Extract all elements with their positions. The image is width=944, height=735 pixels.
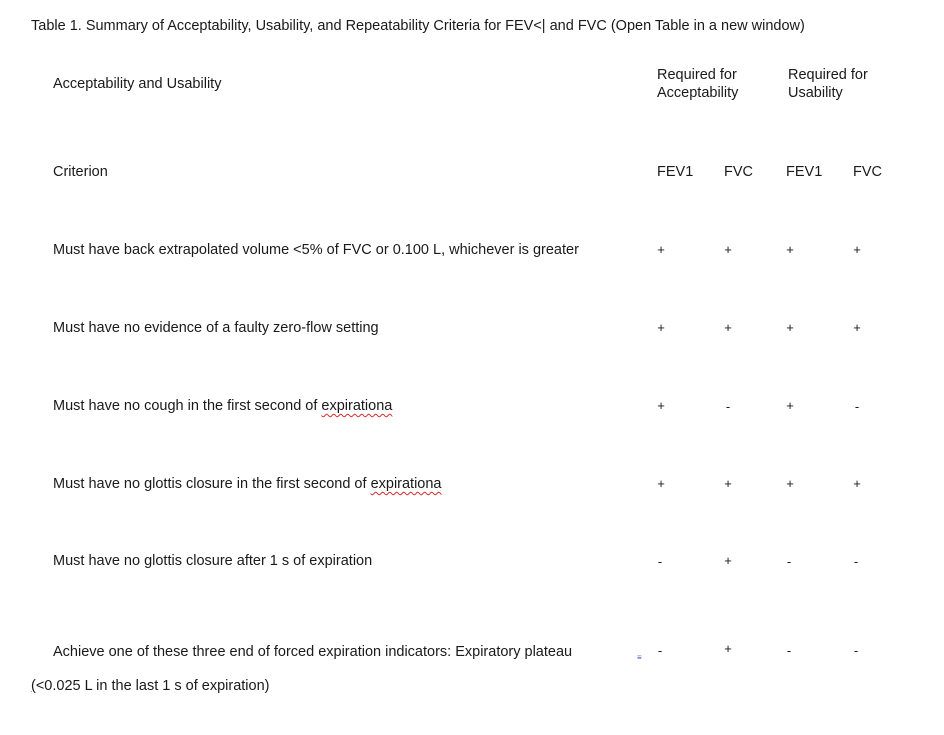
mark-fev1-acceptability: - bbox=[657, 643, 663, 658]
mark-fev1-usability: + bbox=[786, 476, 794, 491]
criterion-text: Must have no glottis closure after 1 s of expiration bbox=[53, 553, 373, 569]
section-label: Acceptability and Usability bbox=[53, 76, 222, 92]
mark-fev1-usability: + bbox=[786, 242, 794, 257]
criterion-text: Must have no glottis closure in the first second of expirationa bbox=[53, 476, 442, 492]
mark-fev1-acceptability: - bbox=[657, 554, 663, 569]
mark-fev1-usability: + bbox=[786, 320, 794, 335]
mark-fvc-usability: - bbox=[854, 399, 860, 414]
mark-fvc-acceptability: + bbox=[724, 553, 732, 568]
mark-fvc-usability: + bbox=[853, 476, 861, 491]
col-header-fvc-usability: FVC bbox=[853, 164, 882, 180]
mark-fvc-acceptability: - bbox=[725, 399, 731, 414]
criterion-text: Must have no cough in the first second of expirationa bbox=[53, 398, 393, 414]
criterion-header: Criterion bbox=[53, 164, 108, 180]
mark-fvc-usability: + bbox=[853, 242, 861, 257]
col-header-fvc-acceptability: FVC bbox=[724, 164, 753, 180]
criterion-text: Achieve one of these three end of forced expiration indicators: Expiratory plateau bbox=[53, 644, 573, 660]
mark-fev1-usability: + bbox=[786, 398, 794, 413]
table-caption: Table 1. Summary of Acceptability, Usability, and Repeatability Criteria for FEV<| and FVC (Open Table in a new window) bbox=[31, 18, 805, 34]
mark-fvc-usability: - bbox=[853, 554, 859, 569]
mark-fev1-acceptability: + bbox=[657, 242, 665, 257]
mark-fev1-acceptability: + bbox=[657, 398, 665, 413]
mark-fev1-acceptability: + bbox=[657, 320, 665, 335]
mark-fvc-usability: - bbox=[853, 643, 859, 658]
mark-fvc-acceptability: + bbox=[724, 320, 732, 335]
mark-fev1-usability: - bbox=[786, 643, 792, 658]
spelling-flag: expirationa bbox=[370, 476, 442, 492]
mark-fvc-acceptability: + bbox=[724, 476, 732, 491]
criterion-text: Must have back extrapolated volume <5% of FVC or 0.100 L, whichever is greater bbox=[53, 242, 579, 258]
mark-fev1-usability: - bbox=[786, 554, 792, 569]
group-header-usability: Required for Usability bbox=[788, 67, 868, 101]
criterion-text: Must have no evidence of a faulty zero-flow setting bbox=[53, 320, 379, 336]
mark-fev1-acceptability: + bbox=[657, 476, 665, 491]
criterion-continuation: (<0.025 L in the last 1 s of expiration) bbox=[31, 678, 270, 694]
col-header-fev1-acceptability: FEV1 bbox=[657, 164, 694, 180]
mark-fvc-acceptability: + bbox=[724, 242, 732, 257]
col-header-fev1-usability: FEV1 bbox=[786, 164, 823, 180]
mark-fvc-acceptability: + bbox=[724, 641, 732, 656]
spelling-flag: expirationa bbox=[321, 398, 393, 414]
anchor-mark-icon: ≡ bbox=[637, 653, 642, 662]
group-header-acceptability: Required for Acceptability bbox=[657, 67, 739, 101]
mark-fvc-usability: + bbox=[853, 320, 861, 335]
